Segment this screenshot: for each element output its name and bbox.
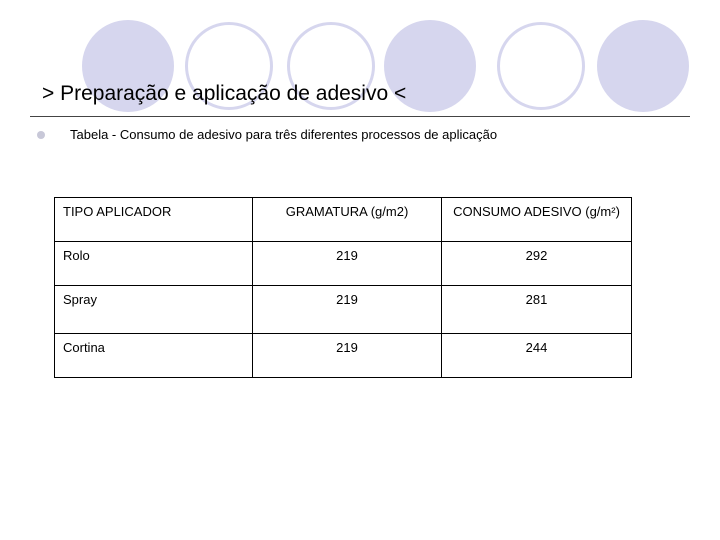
table-cell: Rolo [55,242,253,286]
table-cell: 281 [442,286,632,334]
table-cell: 219 [253,334,442,378]
bullet-icon [37,131,45,139]
slide-title: > Preparação e aplicação de adesivo < [42,82,407,105]
table-cell: 244 [442,334,632,378]
header-cell-gramatura: GRAMATURA (g/m2) [253,198,442,242]
table-cell: 292 [442,242,632,286]
table-row [55,334,632,378]
consumption-table [54,197,632,378]
table-cell: 219 [253,242,442,286]
bullet-text: Tabela - Consumo de adesivo para três diferentes processos de aplicação [70,127,498,142]
table-cell: Cortina [55,334,253,378]
decor-circle-5 [497,22,585,110]
table-row [55,242,632,286]
title-divider [30,116,690,117]
header-cell-tipo: TIPO APLICADOR [55,198,253,242]
decor-circle-6 [597,20,689,112]
table-cell: 219 [253,286,442,334]
table-cell: Spray [55,286,253,334]
header-cell-consumo: CONSUMO ADESIVO (g/m²) [442,198,632,242]
table-header-row [55,198,632,242]
table-row [55,286,632,334]
